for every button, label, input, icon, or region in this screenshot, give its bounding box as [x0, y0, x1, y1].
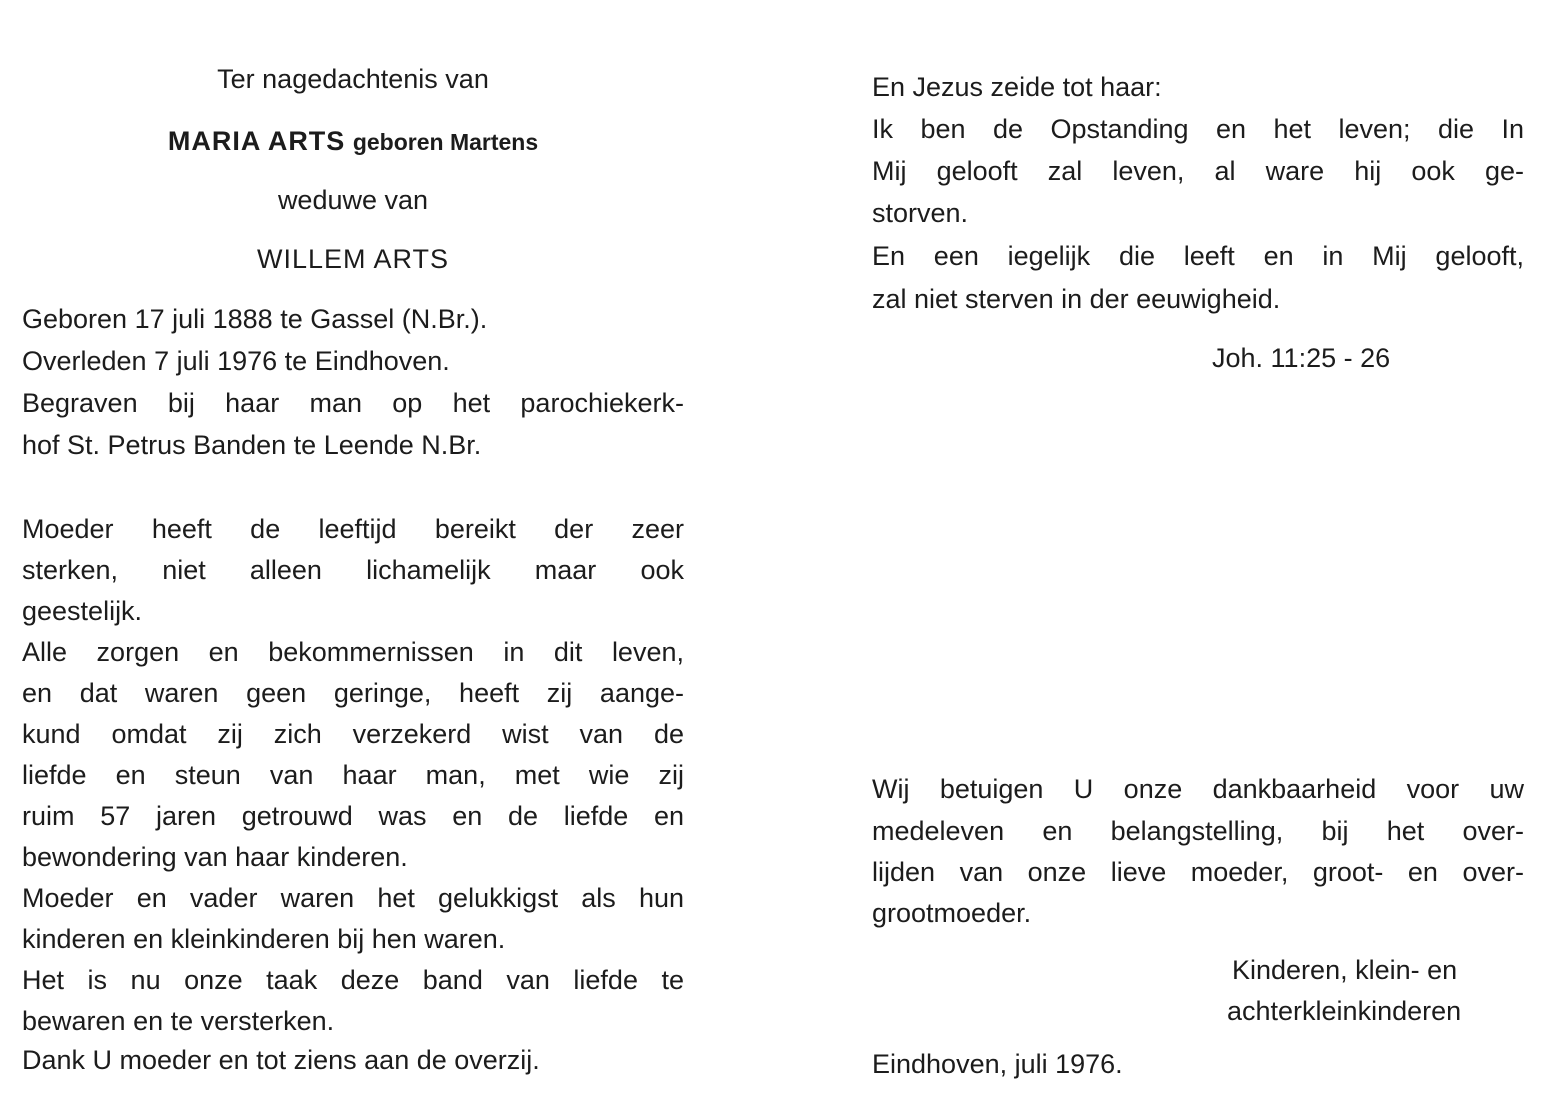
verse-line: zal niet sterven in der eeuwigheid. — [872, 284, 1281, 314]
bible-reference: Joh. 11:25 - 26 — [1212, 343, 1391, 373]
husband-name: WILLEM ARTS — [256, 244, 450, 274]
text-line: bewaren en te versterken. — [22, 1006, 335, 1036]
death-line: Overleden 7 juli 1976 te Eindhoven. — [22, 346, 450, 376]
deceased-name-main: MARIA ARTS — [167, 126, 346, 156]
text-line: Dank U moeder en tot ziens aan de overzij. — [22, 1045, 540, 1075]
thanks-line: lijden van onze lieve moeder, groot- en over- — [872, 859, 1524, 887]
text-line: en dat waren geen geringe, heeft zij aange- — [22, 680, 684, 708]
verse-line: Ik ben de Opstanding en het leven; die In — [872, 116, 1524, 144]
burial-line-2: hof St. Petrus Banden te Leende N.Br. — [22, 430, 482, 460]
thanks-line: Wij betuigen U onze dankbaarheid voor uw — [872, 776, 1524, 804]
thanks-line: medeleven en belangstelling, bij het over- — [872, 818, 1524, 846]
text-line: sterken, niet alleen lichamelijk maar ook — [22, 557, 684, 585]
text-line: kund omdat zij zich verzekerd wist van de — [22, 721, 684, 749]
deceased-name — [22, 128, 684, 155]
text-line: bewondering van haar kinderen. — [22, 842, 408, 872]
text-line: ruim 57 jaren getrouwd was en de liefde en — [22, 803, 684, 831]
text-line: Alle zorgen en bekommernissen in dit leven, — [22, 639, 684, 667]
place-date: Eindhoven, juli 1976. — [872, 1049, 1123, 1079]
signature-line: Kinderen, klein- en — [1232, 955, 1458, 985]
widow-text: weduwe van — [277, 185, 429, 215]
text-line: liefde en steun van haar man, met wie zij — [22, 762, 684, 790]
verse-line: Mij gelooft zal leven, al ware hij ook ge- — [872, 158, 1524, 186]
text-line: Moeder heeft de leeftijd bereikt der zeer — [22, 516, 684, 544]
signature-line: achterkleinkinderen — [1227, 996, 1462, 1026]
birth-line: Geboren 17 juli 1888 te Gassel (N.Br.). — [22, 304, 488, 334]
text-line: Het is nu onze taak deze band van liefde te — [22, 967, 684, 995]
text-line: Moeder en vader waren het gelukkigst als hun — [22, 885, 684, 913]
text-line: geestelijk. — [22, 596, 143, 626]
thanks-line: grootmoeder. — [872, 898, 1032, 928]
burial-line: Begraven bij haar man op het parochiekerk- — [22, 390, 684, 418]
verse-line: En Jezus zeide tot haar: — [872, 72, 1162, 102]
text-line: kinderen en kleinkinderen bij hen waren. — [22, 924, 506, 954]
verse-line: storven. — [872, 198, 969, 228]
verse-line: En een iegelijk die leeft en in Mij gelooft, — [872, 243, 1524, 271]
intro-text: Ter nagedachtenis van — [217, 64, 489, 94]
deceased-birth-name: geboren Martens — [352, 129, 539, 155]
